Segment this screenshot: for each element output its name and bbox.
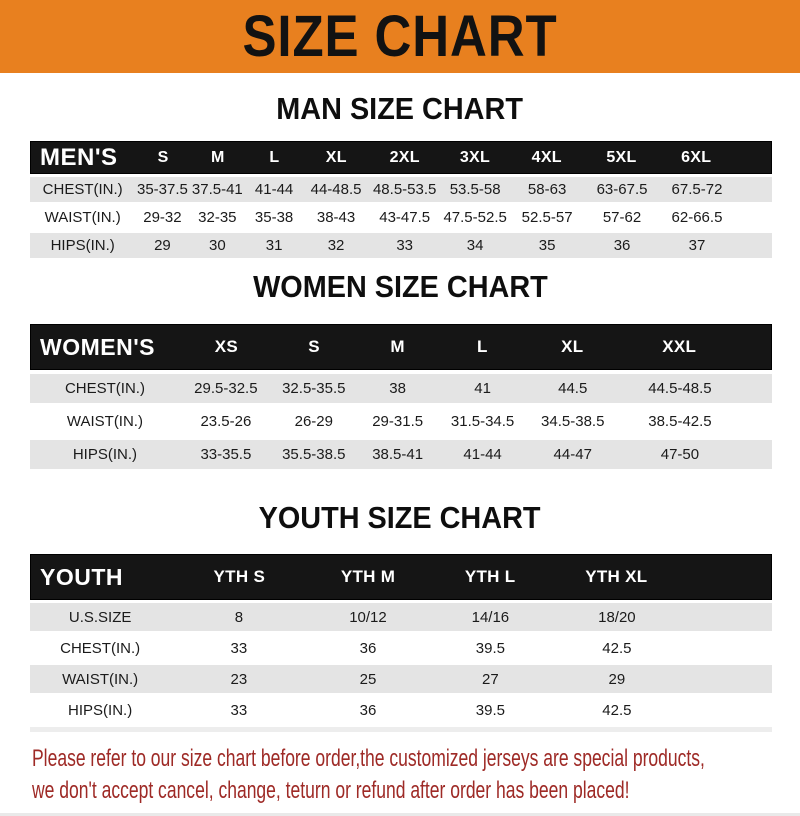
cell: 44.5-48.5 (648, 380, 712, 397)
cell: 35-37.5 (137, 181, 188, 198)
row-label: WAIST(IN.) (44, 209, 121, 226)
cell: 27 (482, 670, 499, 688)
youth-col-header-xl: YTH XL (585, 567, 648, 586)
row-label: CHEST(IN.) (42, 181, 123, 198)
cell: 36 (613, 237, 631, 254)
cell: 33 (230, 639, 248, 657)
women-col-header-xl: XL (561, 337, 584, 356)
cell: 38.5-41 (372, 446, 424, 463)
women-col-header-xs: XS (214, 337, 238, 356)
cell: 57-62 (602, 209, 642, 226)
cell: 29 (154, 237, 171, 254)
row-label: U.S.SIZE (68, 608, 132, 626)
cell: 33 (396, 237, 414, 254)
women-col-header-l: L (477, 337, 488, 356)
men-col-header-3xl: 3XL (459, 148, 491, 166)
cell: 8 (234, 608, 244, 626)
cell: 36 (359, 701, 377, 719)
cell: 38 (389, 380, 406, 397)
cell: 44-48.5 (310, 181, 362, 198)
cell: 44.5 (558, 380, 588, 397)
cell: 32-35 (198, 209, 237, 226)
row-label: HIPS(IN.) (72, 446, 138, 463)
women-col-header-xxl: XXL (662, 337, 697, 356)
cell: 33-35.5 (200, 446, 252, 463)
men-col-header-l: L (269, 148, 280, 166)
cell: 29 (608, 670, 626, 688)
order-note-line-2: we don't accept cancel, change, teturn or refund after order has been placed! (32, 777, 630, 804)
row-label: WAIST(IN.) (66, 413, 143, 430)
youth-col-header-m: YTH M (340, 567, 396, 586)
order-note-line-1: Please refer to our size chart before order,the customized jerseys are special products, (32, 745, 705, 772)
cell: 29-32 (143, 209, 182, 226)
cell: 42.5 (602, 639, 632, 657)
cell: 18/20 (598, 608, 636, 626)
cell: 32.5-35.5 (282, 380, 346, 397)
cell: 34.5-38.5 (541, 413, 605, 430)
cell: 35.5-38.5 (282, 446, 346, 463)
men-corner-label: MEN'S (40, 143, 118, 171)
order-note (32, 743, 800, 807)
cell: 39.5 (475, 639, 505, 657)
cell: 10/12 (349, 608, 387, 626)
men-table-header-row (30, 141, 772, 174)
women-col-header-m: M (390, 337, 405, 356)
cell: 37.5-41 (191, 181, 243, 198)
cell: 67.5-72 (671, 181, 723, 198)
youth-row-chest (30, 634, 772, 662)
men-size-table (30, 141, 772, 258)
cell: 47-50 (660, 446, 700, 463)
cell: 42.5 (602, 701, 632, 719)
women-row-waist (30, 407, 772, 436)
men-col-header-s: S (157, 148, 169, 166)
men-col-header-2xl: 2XL (389, 148, 420, 166)
cell: 33 (230, 701, 248, 719)
cell: 31.5-34.5 (450, 413, 515, 430)
youth-row-waist (30, 665, 772, 693)
cell: 29.5-32.5 (194, 380, 258, 397)
youth-col-header-l: YTH L (464, 567, 516, 586)
cell: 41-44 (463, 446, 502, 463)
cell: 58-63 (527, 181, 567, 198)
youth-table-header-row (30, 554, 772, 600)
women-col-header-s: S (308, 337, 320, 356)
cell: 29-31.5 (372, 413, 424, 430)
cell: 35 (538, 237, 556, 254)
row-label: WAIST(IN.) (62, 670, 139, 688)
cell: 39.5 (475, 701, 505, 719)
cell: 43-47.5 (379, 209, 431, 226)
cell: 63-67.5 (596, 181, 648, 198)
cell: 23 (230, 670, 248, 688)
men-col-header-4xl: 4XL (531, 148, 562, 166)
men-col-header-5xl: 5XL (606, 148, 637, 166)
cell: 37 (688, 237, 706, 254)
banner-title: SIZE CHART (242, 3, 558, 69)
cell: 32 (327, 237, 345, 254)
man-section-heading: MAN SIZE CHART (276, 91, 524, 126)
cell: 38.5-42.5 (648, 413, 712, 430)
women-table-header-row (30, 324, 772, 370)
youth-col-header-s: YTH S (213, 567, 266, 586)
women-size-table (30, 324, 772, 469)
women-corner-label: WOMEN'S (40, 333, 156, 360)
cell: 31 (265, 237, 283, 254)
men-row-hips (30, 233, 772, 258)
men-row-waist (30, 205, 772, 230)
cell: 62-66.5 (671, 209, 723, 226)
row-label: HIPS(IN.) (68, 701, 133, 719)
cell: 48.5-53.5 (372, 181, 437, 198)
cell: 44-47 (553, 446, 592, 463)
cell: 47.5-52.5 (443, 209, 507, 226)
cell: 35-38 (254, 209, 294, 226)
cell: 41 (474, 380, 491, 397)
women-row-hips (30, 440, 772, 469)
table-bottom-strip (30, 727, 772, 732)
cell: 38-43 (316, 209, 356, 226)
women-section-heading: WOMEN SIZE CHART (252, 269, 548, 304)
cell: 53.5-58 (449, 181, 501, 198)
youth-corner-label: YOUTH (40, 563, 123, 590)
cell: 26-29 (294, 413, 333, 430)
cell: 25 (359, 670, 377, 688)
size-chart-banner (0, 0, 800, 73)
row-label: CHEST(IN.) (60, 639, 141, 657)
men-col-header-m: M (211, 148, 225, 166)
row-label: CHEST(IN.) (64, 380, 145, 397)
cell: 36 (359, 639, 377, 657)
cell: 30 (208, 237, 226, 254)
women-row-chest (30, 374, 772, 403)
youth-row-hips (30, 696, 772, 724)
youth-row-ussize (30, 603, 772, 631)
cell: 52.5-57 (521, 209, 573, 226)
men-col-header-xl: XL (325, 148, 347, 166)
cell: 34 (466, 237, 484, 254)
cell: 14/16 (471, 608, 510, 626)
row-label: HIPS(IN.) (50, 237, 115, 254)
men-row-chest (30, 177, 772, 202)
cell: 23.5-26 (200, 413, 252, 430)
men-col-header-6xl: 6XL (681, 148, 712, 166)
youth-section-heading: YOUTH SIZE CHART (259, 500, 541, 535)
cell: 41-44 (254, 181, 294, 198)
youth-size-table (30, 554, 772, 732)
